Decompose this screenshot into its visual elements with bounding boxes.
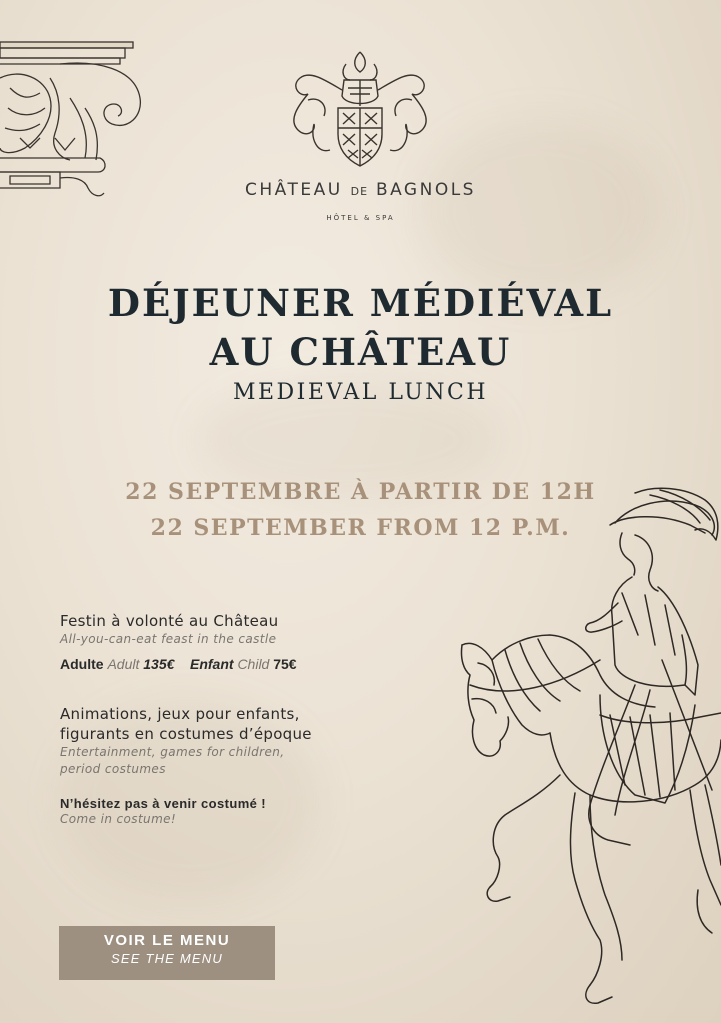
activities-french-line-2: figurants en costumes d’époque <box>60 725 312 743</box>
child-label-fr: Enfant <box>189 656 234 672</box>
activities-french-line-1: Animations, jeux pour enfants, <box>60 705 300 723</box>
child-label-en: Child <box>237 656 270 672</box>
event-title <box>0 278 721 410</box>
costume-french: N’hésitez pas à venir costumé ! <box>60 796 267 811</box>
coat-of-arms-icon <box>280 50 440 175</box>
brand-name-part2: DE <box>350 185 369 198</box>
horse-rider-icon <box>450 485 721 1023</box>
adult-price: 135€ <box>143 656 175 672</box>
title-line-2: AU CHÂTEAU <box>209 330 512 374</box>
costume-english: Come in costume! <box>60 812 177 826</box>
feast-english: All-you-can-eat feast in the castle <box>60 632 277 646</box>
brand-name <box>0 180 721 200</box>
activities-english-line-1: Entertainment, games for children, <box>60 745 285 759</box>
see-menu-button[interactable] <box>59 926 275 980</box>
adult-label-fr: Adulte <box>60 656 104 672</box>
price-line <box>60 656 460 672</box>
brand-subtitle: HÔTEL & SPA <box>326 214 395 222</box>
date-english: 22 SEPTEMBER FROM 12 P.M. <box>150 515 571 541</box>
menu-button-label-fr: VOIR LE MENU <box>103 932 231 949</box>
brand-name-part3: BAGNOLS <box>375 180 476 200</box>
menu-button-label-en: SEE THE MENU <box>111 951 223 966</box>
activities-english-line-2: period costumes <box>60 762 166 776</box>
child-price: 75€ <box>273 656 297 672</box>
corinthian-capital-icon <box>0 38 145 203</box>
event-details <box>60 611 460 828</box>
title-english: MEDIEVAL LUNCH <box>232 380 489 405</box>
title-line-1: DÉJEUNER MÉDIÉVAL <box>107 281 614 325</box>
feast-french: Festin à volonté au Château <box>60 612 279 630</box>
adult-label-en: Adult <box>107 656 140 672</box>
date-french: 22 SEPTEMBRE À PARTIR DE 12H <box>125 479 596 505</box>
brand-name-part1: CHÂTEAU <box>245 180 343 200</box>
